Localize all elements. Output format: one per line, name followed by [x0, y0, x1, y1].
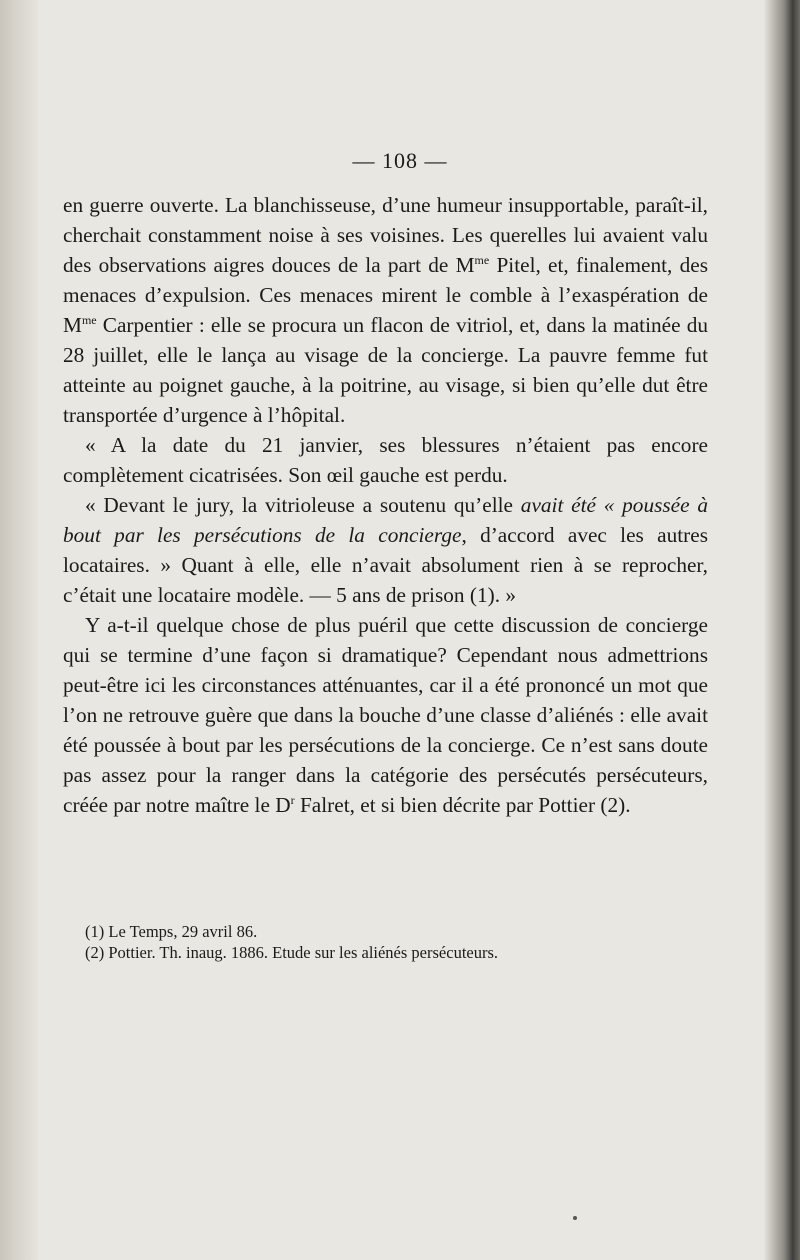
paragraph	[63, 430, 708, 490]
text-run: en guerre ouverte. La blanchisseuse, d’une humeur insupportable, paraît-il, cherchait constamment noise à ses voisines. Les querelles lui avaient valu des observations aigres douces de la part de M	[63, 193, 708, 277]
superscript-abbrev: r	[290, 792, 295, 807]
paragraph	[63, 610, 708, 820]
text-run: Pitel, et, finalement, des menaces d’expulsion. Ces menaces mirent le comble à l’exaspération de M	[63, 253, 708, 337]
superscript-abbrev: me	[81, 312, 97, 327]
text-run: « A la date du 21 janvier, ses blessures n’étaient pas encore complètement cicatrisées. Son œil gauche est perdu.	[63, 433, 708, 487]
text-run: « Devant le jury, la vitrioleuse a soutenu qu’elle	[85, 493, 521, 517]
superscript-abbrev: me	[474, 252, 490, 267]
footnote-2: (2) Pottier. Th. inaug. 1886. Etude sur les aliénés persécuteurs.	[85, 943, 499, 962]
italic-quote: avait été « poussée à bout par les persécutions de la concierge	[63, 493, 709, 547]
speck-mark	[573, 1216, 577, 1220]
paragraph	[63, 490, 708, 610]
text-run: Falret, et si bien décrite par Pottier (2).	[294, 793, 631, 817]
scan-left-margin	[0, 0, 38, 1260]
scan-right-binding-edge	[764, 0, 800, 1260]
paragraph	[63, 190, 708, 430]
text-run: Carpentier : elle se procura un flacon de vitriol, et, dans la matinée du 28 juillet, elle le lança au visage de la concierge. La pauvre femme fut atteinte au poignet gauche, à la poitrine, au visage, si bien qu’elle dut être transportée d’urgence à l’hôpital.	[63, 313, 708, 427]
text-run: Y a-t-il quelque chose de plus puéril que cette discussion de concierge qui se termine d’une façon si dramatique? Cependant nous admettrions peut-être ici les circonstances atténuantes, car il a été prononcé un mot que l’on ne retrouve guère que dans la bouche d’une classe d’aliénés : elle avait été poussée à bout par les persécutions de la concierge. Ce n’est sans doute pas assez pour la ranger dans la catégorie des persécutés persécuteurs, créée par notre maître le D	[63, 613, 708, 817]
footnotes	[63, 921, 708, 963]
body-text	[63, 190, 708, 820]
text-run: , d’accord avec les autres locataires. » Quant à elle, elle n’avait absolument rien à se reprocher, c’était une locataire modèle. — 5 ans de prison (1). »	[63, 523, 708, 607]
page-number: — 108 —	[352, 148, 448, 173]
footnote-1: (1) Le Temps, 29 avril 86.	[85, 922, 258, 941]
